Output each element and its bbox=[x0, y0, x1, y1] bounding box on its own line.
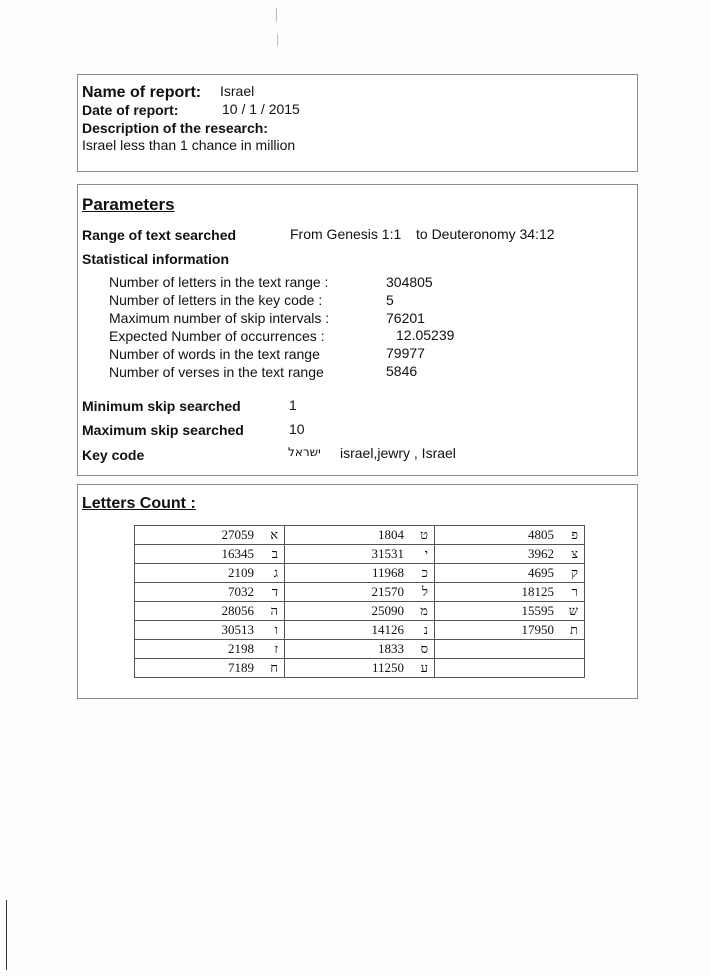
letter-count: 25090 bbox=[371, 603, 404, 618]
report-date-value: 10 / 1 / 2015 bbox=[222, 101, 300, 117]
letter-count: 15595 bbox=[521, 603, 554, 618]
hebrew-letter: ו bbox=[274, 622, 278, 637]
range-label: Range of text searched bbox=[82, 227, 237, 243]
stat-value: 12.05239 bbox=[396, 327, 455, 343]
max-skip-label: Maximum skip searched bbox=[82, 422, 244, 438]
stat-label: Maximum number of skip intervals : bbox=[109, 310, 330, 326]
hebrew-letter: ד bbox=[271, 584, 278, 599]
hebrew-letter: א bbox=[270, 527, 278, 542]
key-code-hebrew: ישראל bbox=[288, 445, 321, 459]
letter-cell bbox=[135, 659, 285, 678]
letter-count: 2198 bbox=[228, 641, 254, 656]
description-value: Israel less than 1 chance in million bbox=[82, 137, 296, 153]
key-code-label: Key code bbox=[82, 447, 145, 463]
stat-value: 76201 bbox=[386, 310, 425, 326]
statistical-info-title: Statistical information bbox=[82, 251, 230, 267]
letters-table bbox=[134, 525, 585, 678]
letter-count: 28056 bbox=[221, 603, 254, 618]
table-row bbox=[135, 583, 585, 602]
letter-cell bbox=[435, 602, 585, 621]
range-from: From Genesis 1:1 bbox=[290, 226, 402, 242]
letter-cell bbox=[435, 564, 585, 583]
letter-cell bbox=[435, 583, 585, 602]
report-name-value: Israel bbox=[220, 83, 255, 99]
hebrew-letter: פ bbox=[571, 527, 578, 542]
parameters-section bbox=[77, 184, 638, 476]
letter-count: 16345 bbox=[221, 546, 254, 561]
letter-cell bbox=[285, 640, 435, 659]
stat-label: Number of letters in the key code : bbox=[109, 292, 323, 308]
letter-cell bbox=[135, 602, 285, 621]
letter-count: 4805 bbox=[528, 527, 554, 542]
hebrew-letter: ח bbox=[270, 660, 278, 675]
letter-count: 1804 bbox=[378, 527, 404, 542]
range-to: to Deuteronomy 34:12 bbox=[416, 226, 555, 242]
letter-count: 3962 bbox=[528, 546, 554, 561]
letter-cell bbox=[135, 545, 285, 564]
letter-cell bbox=[285, 583, 435, 602]
stat-value: 5 bbox=[386, 292, 394, 308]
scan-mark bbox=[6, 900, 7, 970]
report-name-label: Name of report: bbox=[82, 84, 202, 101]
stat-value: 79977 bbox=[386, 345, 425, 361]
letter-cell bbox=[435, 640, 585, 659]
hebrew-letter: ס bbox=[420, 641, 428, 656]
letter-cell bbox=[285, 526, 435, 545]
table-row bbox=[135, 564, 585, 583]
letter-count: 11968 bbox=[371, 565, 404, 580]
table-row bbox=[135, 621, 585, 640]
key-code-value: israel,jewry , Israel bbox=[340, 445, 456, 461]
letter-cell bbox=[135, 564, 285, 583]
letter-cell bbox=[285, 621, 435, 640]
min-skip-label: Minimum skip searched bbox=[82, 398, 241, 414]
letter-count: 1833 bbox=[378, 641, 404, 656]
letter-count: 31531 bbox=[371, 546, 404, 561]
letters-count-section bbox=[77, 484, 638, 699]
hebrew-letter: ק bbox=[571, 565, 578, 580]
letter-cell bbox=[285, 659, 435, 678]
parameters-title: Parameters bbox=[82, 195, 175, 214]
hebrew-letter: ש bbox=[568, 603, 578, 618]
report-header bbox=[77, 74, 638, 172]
letter-count: 7032 bbox=[228, 584, 254, 599]
hebrew-letter: י bbox=[424, 546, 428, 561]
scan-mark bbox=[277, 34, 278, 46]
hebrew-letter: ע bbox=[420, 660, 428, 675]
table-row bbox=[135, 545, 585, 564]
letter-count: 7189 bbox=[228, 660, 254, 675]
letter-count: 11250 bbox=[371, 660, 404, 675]
letter-count: 21570 bbox=[371, 584, 404, 599]
letter-cell bbox=[435, 659, 585, 678]
letter-count: 30513 bbox=[221, 622, 254, 637]
hebrew-letter: ט bbox=[420, 527, 428, 542]
stat-label: Number of verses in the text range bbox=[109, 364, 324, 380]
letter-cell bbox=[135, 621, 285, 640]
letter-count: 17950 bbox=[521, 622, 554, 637]
table-row bbox=[135, 659, 585, 678]
letter-cell bbox=[435, 526, 585, 545]
hebrew-letter: ר bbox=[571, 584, 578, 599]
letter-count: 4695 bbox=[528, 565, 554, 580]
hebrew-letter: ת bbox=[570, 622, 578, 637]
hebrew-letter: ב bbox=[271, 546, 278, 561]
letter-cell bbox=[285, 545, 435, 564]
letter-count: 2109 bbox=[228, 565, 254, 580]
hebrew-letter: צ bbox=[571, 546, 578, 561]
hebrew-letter: ז bbox=[274, 641, 278, 656]
letter-count: 14126 bbox=[371, 622, 404, 637]
stat-label: Number of words in the text range bbox=[109, 346, 320, 362]
hebrew-letter: ה bbox=[270, 603, 278, 618]
description-label: Description of the research: bbox=[82, 120, 268, 136]
letters-count-title: Letters Count : bbox=[82, 495, 196, 512]
hebrew-letter: ל bbox=[421, 584, 428, 599]
scan-mark bbox=[276, 8, 277, 22]
letter-cell bbox=[135, 583, 285, 602]
stat-value: 5846 bbox=[386, 363, 418, 379]
hebrew-letter: ג bbox=[273, 565, 278, 580]
letter-cell bbox=[135, 640, 285, 659]
letter-cell bbox=[435, 621, 585, 640]
stat-label: Expected Number of occurrences : bbox=[109, 328, 325, 344]
report-date-label: Date of report: bbox=[82, 102, 179, 118]
stat-value: 304805 bbox=[386, 274, 433, 290]
table-row bbox=[135, 602, 585, 621]
letter-cell bbox=[135, 526, 285, 545]
letter-cell bbox=[285, 602, 435, 621]
min-skip-value: 1 bbox=[289, 397, 297, 413]
hebrew-letter: כ bbox=[421, 565, 428, 580]
letter-cell bbox=[435, 545, 585, 564]
letter-cell bbox=[285, 564, 435, 583]
hebrew-letter: מ bbox=[420, 603, 428, 618]
letter-count: 27059 bbox=[221, 527, 254, 542]
hebrew-letter: נ bbox=[423, 622, 428, 637]
max-skip-value: 10 bbox=[289, 421, 305, 437]
table-row bbox=[135, 640, 585, 659]
stat-label: Number of letters in the text range : bbox=[109, 274, 329, 290]
letter-count: 18125 bbox=[521, 584, 554, 599]
table-row bbox=[135, 526, 585, 545]
